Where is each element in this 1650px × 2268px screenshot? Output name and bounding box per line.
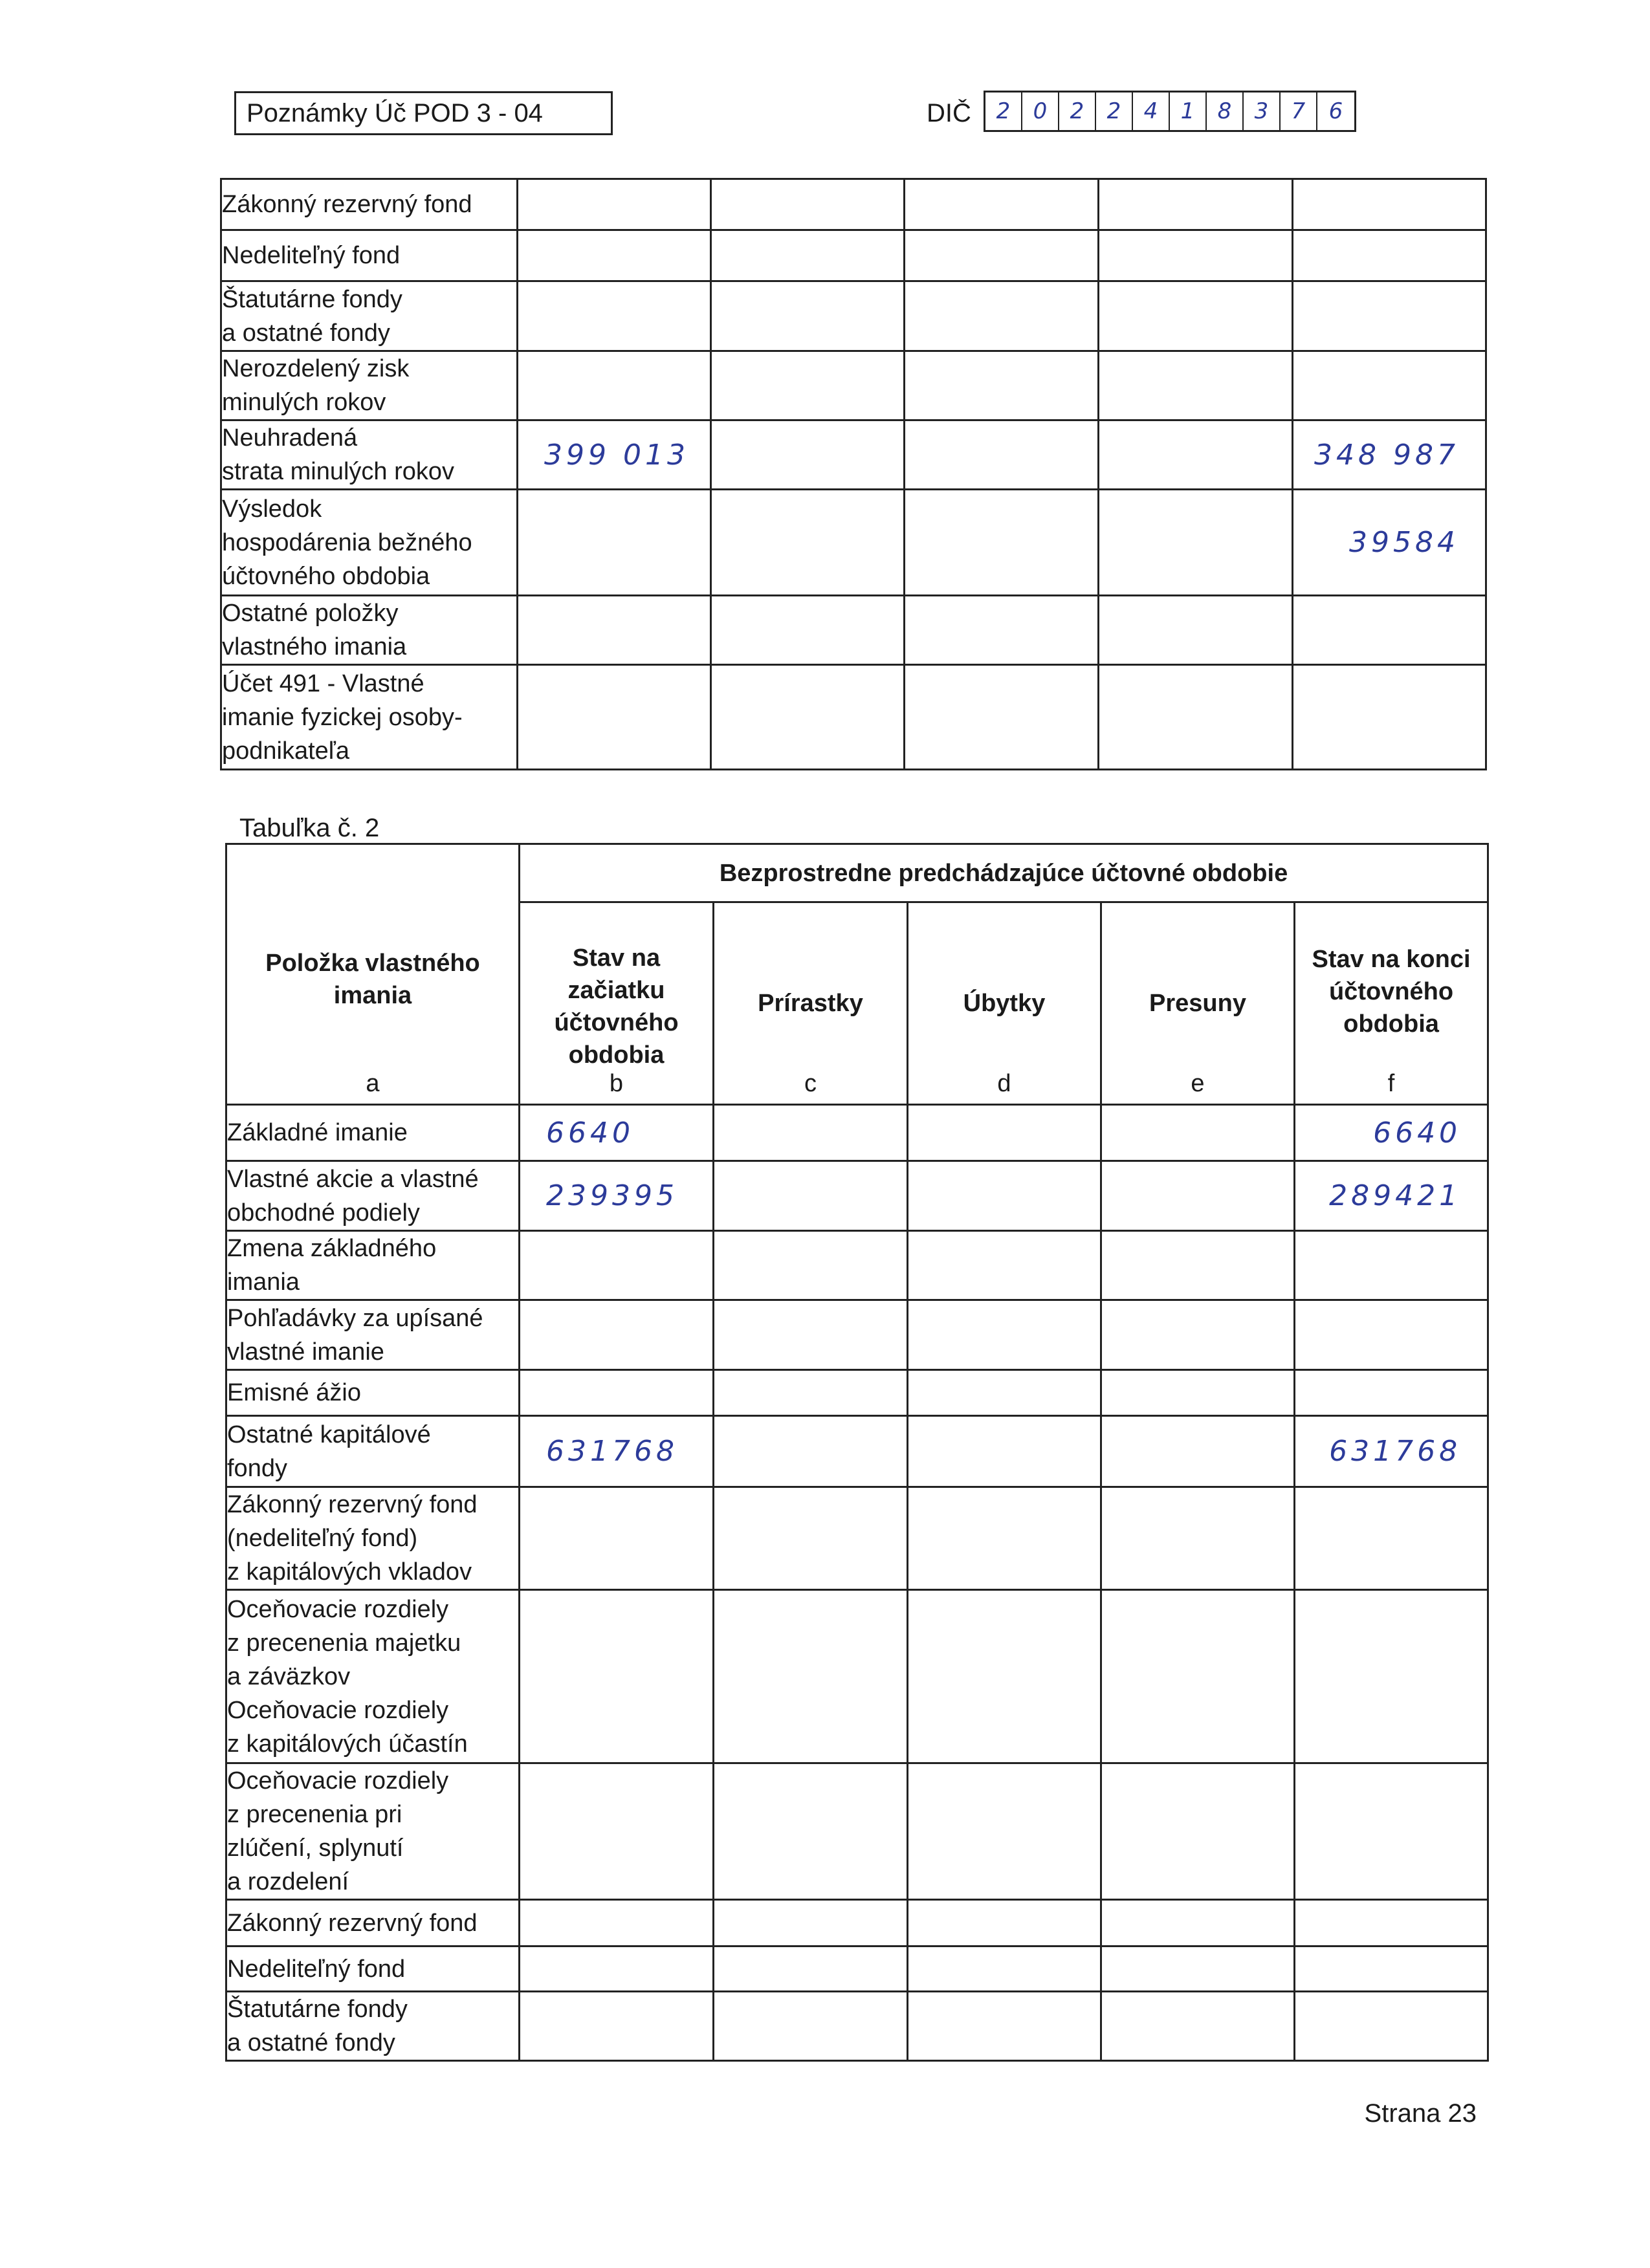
row-label: Pohľadávky za upísané vlastné imanie [226, 1300, 520, 1370]
value-transfers[interactable] [1099, 281, 1293, 351]
value-end-balance[interactable] [1295, 1992, 1488, 2061]
value-transfers[interactable] [1101, 1946, 1295, 1992]
header-item-label: Položka vlastného imania [265, 950, 480, 1009]
value-start-balance[interactable] [520, 1231, 714, 1300]
table-row [226, 1105, 1488, 1161]
value-increases[interactable] [714, 1590, 908, 1763]
value-transfers[interactable] [1099, 596, 1293, 665]
value-increases[interactable] [714, 1161, 908, 1231]
table-row [221, 351, 1486, 420]
value-increases[interactable] [711, 596, 905, 665]
equity-table-2 [225, 843, 1489, 2062]
header-end-balance-label: Stav na konci účtovného obdobia [1312, 946, 1471, 1038]
value-increases[interactable] [714, 1300, 908, 1370]
value-transfers[interactable] [1099, 351, 1293, 420]
value-increases[interactable] [714, 1231, 908, 1300]
value-decreases[interactable] [908, 1992, 1101, 2061]
row-label: Oceňovacie rozdiely z precenenia majetku a záväzkov Oceňovacie rozdiely z kapitálových účastín [226, 1590, 520, 1763]
table-row [226, 1300, 1488, 1370]
value-end-balance[interactable] [1295, 1370, 1488, 1416]
column-letter-c: c [804, 1070, 817, 1097]
value-transfers[interactable] [1101, 1992, 1295, 2061]
table-2-caption: Tabuľka č. 2 [239, 814, 380, 842]
row-label: Štatutárne fondy a ostatné fondy [221, 281, 518, 351]
value-decreases[interactable] [908, 1300, 1101, 1370]
value-increases[interactable] [714, 1946, 908, 1992]
row-label: Výsledok hospodárenia bežného účtovného obdobia [221, 490, 518, 596]
value-start-balance[interactable] [518, 179, 711, 230]
table-row [226, 1590, 1488, 1763]
dic-digit-box: 2 [985, 93, 1022, 130]
table-row [226, 1900, 1488, 1946]
value-start-balance[interactable] [520, 1900, 714, 1946]
value-end-balance[interactable] [1293, 179, 1486, 230]
value-start-balance[interactable]: 399 013 [518, 420, 711, 490]
header-end-balance [1295, 902, 1488, 1105]
header-start-balance [520, 902, 714, 1105]
value-decreases[interactable] [908, 1590, 1101, 1763]
value-decreases[interactable] [908, 1231, 1101, 1300]
row-label: Štatutárne fondy a ostatné fondy [226, 1992, 520, 2061]
value-increases[interactable] [714, 1416, 908, 1487]
value-start-balance[interactable] [520, 1946, 714, 1992]
value-end-balance[interactable] [1295, 1231, 1488, 1300]
value-increases[interactable] [711, 351, 905, 420]
value-transfers[interactable] [1101, 1763, 1295, 1900]
value-end-balance[interactable] [1295, 1946, 1488, 1992]
value-increases[interactable] [714, 1763, 908, 1900]
header-decreases [908, 902, 1101, 1105]
value-start-balance[interactable]: 6640 [520, 1105, 714, 1161]
value-decreases[interactable] [905, 281, 1099, 351]
value-increases[interactable] [714, 1900, 908, 1946]
value-transfers[interactable] [1099, 179, 1293, 230]
column-letter-f: f [1387, 1070, 1395, 1097]
value-transfers[interactable] [1099, 665, 1293, 770]
column-letter-b: b [609, 1070, 624, 1097]
value-increases[interactable] [711, 230, 905, 281]
form-title: Poznámky Úč POD 3 - 04 [234, 91, 613, 135]
value-end-balance[interactable] [1295, 1487, 1488, 1590]
value-decreases[interactable] [908, 1161, 1101, 1231]
table-row [221, 665, 1486, 770]
value-start-balance[interactable] [520, 1487, 714, 1590]
row-label: Základné imanie [226, 1105, 520, 1161]
value-increases[interactable] [711, 420, 905, 490]
value-end-balance[interactable] [1293, 665, 1486, 770]
dic-digit-box: 8 [1207, 93, 1244, 130]
value-decreases[interactable] [905, 420, 1099, 490]
column-letter-d: d [997, 1070, 1011, 1097]
header-increases [714, 902, 908, 1105]
value-end-balance[interactable] [1293, 281, 1486, 351]
table-row [226, 1370, 1488, 1416]
value-transfers[interactable] [1101, 1161, 1295, 1231]
value-decreases[interactable] [905, 230, 1099, 281]
table-row [226, 1231, 1488, 1300]
row-label: Zákonný rezervný fond (nedeliteľný fond) z kapitálových vkladov [226, 1487, 520, 1590]
row-label: Ostatné položky vlastného imania [221, 596, 518, 665]
value-increases[interactable] [714, 1370, 908, 1416]
header-decreases-label: Úbytky [963, 990, 1046, 1017]
row-label: Zákonný rezervný fond [221, 179, 518, 230]
value-increases[interactable] [714, 1487, 908, 1590]
value-end-balance[interactable] [1293, 596, 1486, 665]
value-end-balance[interactable] [1295, 1763, 1488, 1900]
value-start-balance[interactable] [520, 1590, 714, 1763]
value-transfers[interactable] [1101, 1590, 1295, 1763]
value-increases[interactable] [711, 490, 905, 596]
dic-digit-box: 2 [1059, 93, 1096, 130]
row-label: Nerozdelený zisk minulých rokov [221, 351, 518, 420]
value-start-balance[interactable] [518, 596, 711, 665]
table-row [226, 1161, 1488, 1231]
value-transfers[interactable] [1101, 1105, 1295, 1161]
row-label: Neuhradená strata minulých rokov [221, 420, 518, 490]
table-row [226, 1416, 1488, 1487]
value-decreases[interactable] [908, 1105, 1101, 1161]
value-increases[interactable] [711, 179, 905, 230]
value-start-balance[interactable] [520, 1992, 714, 2061]
value-start-balance[interactable] [518, 665, 711, 770]
table-row [226, 1992, 1488, 2061]
value-transfers[interactable] [1101, 1231, 1295, 1300]
table-row [221, 230, 1486, 281]
value-increases[interactable] [711, 665, 905, 770]
table-row [221, 179, 1486, 230]
column-letter-a: a [366, 1070, 380, 1097]
value-decreases[interactable] [905, 351, 1099, 420]
value-decreases[interactable] [908, 1946, 1101, 1992]
table-row [226, 1763, 1488, 1900]
dic-digit-box: 1 [1170, 93, 1207, 130]
value-transfers[interactable] [1099, 490, 1293, 596]
row-label: Účet 491 - Vlastné imanie fyzickej osoby- podnikateľa [221, 665, 518, 770]
value-decreases[interactable] [908, 1416, 1101, 1487]
value-decreases[interactable] [908, 1370, 1101, 1416]
value-increases[interactable] [714, 1105, 908, 1161]
dic-digit-boxes [984, 91, 1356, 132]
row-label: Oceňovacie rozdiely z precenenia pri zlúčení, splynutí a rozdelení [226, 1763, 520, 1900]
dic-digit-box: 3 [1244, 93, 1281, 130]
dic-digit-box: 6 [1328, 98, 1343, 124]
table-row [221, 420, 1486, 490]
value-start-balance[interactable] [520, 1300, 714, 1370]
value-transfers[interactable] [1101, 1370, 1295, 1416]
value-decreases[interactable] [905, 179, 1099, 230]
value-end-balance[interactable] [1293, 230, 1486, 281]
row-label: Emisné ážio [226, 1370, 520, 1416]
value-decreases[interactable] [905, 596, 1099, 665]
value-increases[interactable] [714, 1992, 908, 2061]
column-letter-e: e [1191, 1070, 1205, 1097]
value-transfers[interactable] [1099, 420, 1293, 490]
row-label: Vlastné akcie a vlastné obchodné podiely [226, 1161, 520, 1231]
value-start-balance[interactable]: 239395 [520, 1161, 714, 1231]
dic-digit-box: 4 [1133, 93, 1170, 130]
header-transfers-label: Presuny [1149, 990, 1246, 1017]
value-start-balance[interactable] [518, 351, 711, 420]
row-label: Nedeliteľný fond [226, 1946, 520, 1992]
value-increases[interactable] [711, 281, 905, 351]
row-label: Zákonný rezervný fond [226, 1900, 520, 1946]
group-header: Bezprostredne predchádzajúce účtovné obdobie [520, 844, 1488, 902]
value-end-balance[interactable]: 289421 [1295, 1161, 1488, 1231]
value-transfers[interactable] [1101, 1300, 1295, 1370]
value-start-balance[interactable] [520, 1370, 714, 1416]
value-end-balance[interactable]: 631768 [1295, 1416, 1488, 1487]
page-number: Strana 23 [1364, 2099, 1477, 2128]
table-row [221, 490, 1486, 596]
value-decreases[interactable] [905, 490, 1099, 596]
value-start-balance[interactable] [518, 230, 711, 281]
value-transfers[interactable] [1101, 1900, 1295, 1946]
value-end-balance[interactable] [1295, 1590, 1488, 1763]
value-end-balance[interactable] [1295, 1900, 1488, 1946]
value-transfers[interactable] [1101, 1487, 1295, 1590]
header-item-column [226, 844, 520, 1105]
header-start-balance-label: Stav na začiatku účtovného obdobia [554, 944, 679, 1069]
value-start-balance[interactable] [520, 1763, 714, 1900]
header-increases-label: Prírastky [758, 990, 863, 1017]
value-decreases[interactable] [908, 1900, 1101, 1946]
row-label: Ostatné kapitálové fondy [226, 1416, 520, 1487]
value-transfers[interactable] [1099, 230, 1293, 281]
value-end-balance[interactable] [1293, 351, 1486, 420]
value-decreases[interactable] [905, 665, 1099, 770]
value-end-balance[interactable]: 348 987 [1293, 420, 1486, 490]
value-end-balance[interactable]: 6640 [1295, 1105, 1488, 1161]
value-start-balance[interactable] [518, 281, 711, 351]
dic-label: DIČ [927, 99, 971, 127]
equity-table-1 [220, 178, 1487, 770]
value-decreases[interactable] [908, 1487, 1101, 1590]
value-end-balance[interactable]: 39584 [1293, 490, 1486, 596]
dic-digit-box: 0 [1022, 93, 1059, 130]
header-transfers [1101, 902, 1295, 1105]
table-row [226, 1946, 1488, 1992]
value-end-balance[interactable] [1295, 1300, 1488, 1370]
row-label: Nedeliteľný fond [221, 230, 518, 281]
table-row [221, 281, 1486, 351]
dic-digit-box: 7 [1281, 93, 1317, 130]
table-row [226, 1487, 1488, 1590]
value-transfers[interactable] [1101, 1416, 1295, 1487]
dic-digit-box: 2 [1096, 93, 1133, 130]
value-decreases[interactable] [908, 1763, 1101, 1900]
value-start-balance[interactable] [518, 490, 711, 596]
row-label: Zmena základného imania [226, 1231, 520, 1300]
table-row [221, 596, 1486, 665]
value-start-balance[interactable]: 631768 [520, 1416, 714, 1487]
